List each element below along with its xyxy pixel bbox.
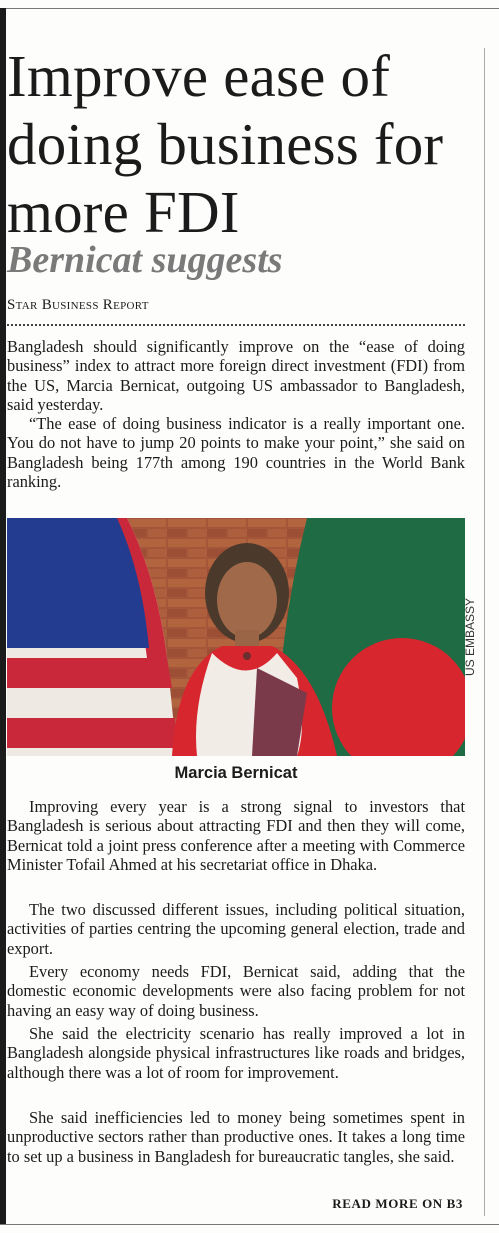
photo-credit: US EMBASSY bbox=[463, 597, 477, 676]
body-paragraph-1: Improving every year is a strong signal to investors that Bangladesh is serious about attracting FDI and then they will come, Bernicat told a joint press conference after a meeting with Commerce Minister Tofail Ahmed at his secretariat office in Dhaka. bbox=[7, 797, 465, 874]
left-column-bar bbox=[0, 8, 6, 1225]
headline: Improve ease of doing business for more FDI bbox=[7, 43, 444, 245]
read-more-link[interactable]: READ MORE ON B3 bbox=[332, 1196, 463, 1211]
intro-paragraph-2: “The ease of doing business indicator is a really important one. You do not have to jump 20 points to make your point,” she said on Bangladesh being 177th among 190 countries in the World Bank ranking. bbox=[7, 414, 465, 491]
body-paragraph-4: She said the electricity scenario has really improved a lot in Bangladesh alongside physical infrastructures like roads and bridges, although there was a lot of room for improvement. bbox=[7, 1024, 465, 1082]
photo-illustration bbox=[7, 518, 465, 756]
bottom-rule bbox=[0, 1224, 499, 1225]
byline: Star Business Report bbox=[7, 297, 149, 313]
kicker: Bernicat suggests bbox=[7, 239, 283, 281]
body-paragraph-3: Every economy needs FDI, Bernicat said, adding that the domestic economic developments were also facing problem for not having an easy way of doing business. bbox=[7, 962, 465, 1020]
body-paragraph-5: She said inefficiencies led to money being sometimes spent in unproductive sectors rather than productive ones. It takes a long time to set up a business in Bangladesh for bureaucratic tangles, she said. bbox=[7, 1108, 465, 1166]
article-photo bbox=[7, 518, 465, 756]
photo-caption: Marcia Bernicat bbox=[174, 764, 298, 782]
top-rule bbox=[0, 8, 499, 9]
column-divider bbox=[484, 48, 485, 1216]
body-paragraph-2: The two discussed different issues, including political situation, activities of parties centring the upcoming general election, trade and export. bbox=[7, 900, 465, 958]
dotted-separator bbox=[7, 324, 465, 326]
intro-paragraph-1: Bangladesh should significantly improve on the “ease of doing business” index to attract more foreign direct investment (FDI) from the US, Marcia Bernicat, outgoing US ambassador to Bangladesh, said yesterday. bbox=[7, 337, 465, 414]
